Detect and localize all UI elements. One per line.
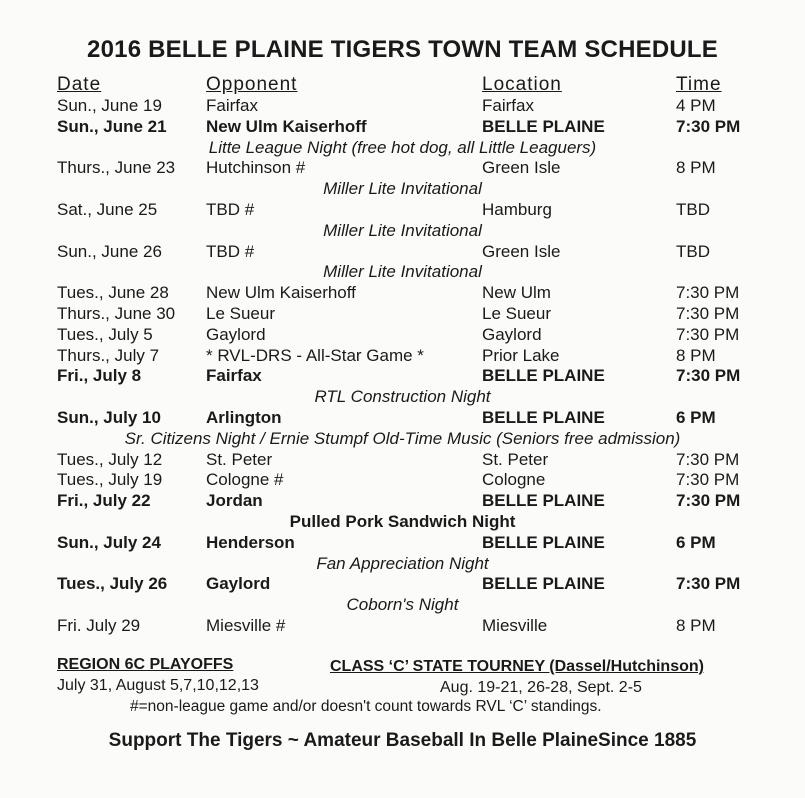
game-row — [0, 304, 805, 325]
game-date: Sun., June 19 — [57, 96, 162, 115]
game-date: Tues., June 28 — [57, 283, 169, 303]
game-time: 7:30 PM — [676, 366, 741, 386]
game-row — [0, 325, 805, 346]
game-date: Fri., July 22 — [57, 491, 151, 511]
game-row — [0, 408, 805, 429]
game-time: 4 PM — [676, 96, 716, 115]
game-location: Le Sueur — [482, 303, 551, 323]
game-date: Thurs., July 7 — [57, 345, 160, 365]
game-location: BELLE PLAINE — [482, 532, 605, 552]
game-location: Green Isle — [482, 158, 561, 178]
event-note: Miller Lite Invitational — [323, 262, 482, 282]
game-row — [0, 158, 805, 179]
game-time: 6 PM — [676, 532, 716, 552]
game-location: Fairfax — [482, 96, 534, 115]
playoffs-heading: REGION 6C PLAYOFFS — [57, 656, 234, 673]
state-tourney-dates: Aug. 19-21, 26-28, Sept. 2-5 — [440, 679, 642, 696]
game-row — [0, 200, 805, 221]
game-date: Tues., July 26 — [57, 574, 168, 594]
game-opponent: St. Peter — [206, 449, 273, 469]
game-row — [0, 450, 805, 471]
game-opponent: Cologne # — [206, 470, 284, 490]
game-opponent: Arlington — [206, 407, 282, 427]
game-date: Fri. July 29 — [57, 615, 141, 635]
column-header-opponent: Opponent — [206, 74, 298, 95]
column-header-date: Date — [57, 74, 102, 95]
game-opponent: Jordan — [206, 491, 263, 511]
game-row — [0, 283, 805, 304]
game-row — [0, 491, 805, 512]
schedule-title: 2016 BELLE PLAINE TIGERS TOWN TEAM SCHEDULE — [87, 36, 718, 63]
event-note: RTL Construction Night — [314, 387, 491, 407]
game-location: BELLE PLAINE — [482, 574, 605, 594]
game-time: 7:30 PM — [676, 449, 740, 469]
game-date: Sun., June 21 — [57, 116, 167, 136]
event-note: Pulled Pork Sandwich Night — [289, 511, 516, 531]
schedule-list — [0, 96, 805, 637]
game-location: St. Peter — [482, 449, 549, 469]
game-time: 7:30 PM — [676, 116, 741, 136]
game-time: 8 PM — [676, 158, 716, 178]
game-row — [0, 117, 805, 138]
game-opponent: Gaylord — [206, 574, 271, 594]
game-opponent: TBD # — [206, 199, 255, 219]
game-date: Sun., June 26 — [57, 241, 162, 261]
playoffs-dates: July 31, August 5,7,10,12,13 — [57, 677, 259, 694]
event-note: Coborn's Night — [346, 595, 459, 615]
game-date: Sun., July 24 — [57, 532, 161, 552]
game-location: Miesville — [482, 615, 548, 635]
game-location: BELLE PLAINE — [482, 491, 605, 511]
game-date: Thurs., June 30 — [57, 303, 176, 323]
game-opponent: New Ulm Kaiserhoff — [206, 283, 356, 303]
game-date: Sun., July 10 — [57, 407, 161, 427]
game-row — [0, 533, 805, 554]
game-row — [0, 366, 805, 387]
game-time: 7:30 PM — [676, 491, 741, 511]
game-opponent: Hutchinson # — [206, 158, 306, 178]
game-opponent: * RVL-DRS - All-Star Game * — [206, 345, 424, 365]
slogan: Support The Tigers ~ Amateur Baseball In Belle PlaineSince 1885 — [108, 730, 697, 751]
game-time: 7:30 PM — [676, 283, 740, 303]
game-opponent: Gaylord — [206, 324, 266, 344]
game-location: New Ulm — [482, 283, 551, 303]
column-header-time: Time — [676, 74, 722, 95]
game-date: Sat., June 25 — [57, 199, 158, 219]
game-opponent: Le Sueur — [206, 303, 275, 323]
game-time: 7:30 PM — [676, 574, 741, 594]
game-row — [0, 346, 805, 367]
game-row — [0, 242, 805, 263]
game-opponent: Fairfax — [206, 96, 258, 115]
column-header-location: Location — [482, 74, 562, 95]
game-row — [0, 96, 805, 117]
game-time: 7:30 PM — [676, 303, 740, 323]
game-date: Tues., July 5 — [57, 324, 153, 344]
game-time: 6 PM — [676, 407, 716, 427]
game-time: TBD — [676, 199, 710, 219]
game-date: Tues., July 19 — [57, 470, 163, 490]
game-row — [0, 574, 805, 595]
game-location: Prior Lake — [482, 345, 560, 365]
game-location: BELLE PLAINE — [482, 407, 605, 427]
game-time: 7:30 PM — [676, 324, 740, 344]
game-time: 7:30 PM — [676, 470, 740, 490]
game-opponent: Fairfax — [206, 366, 262, 386]
game-location: BELLE PLAINE — [482, 366, 605, 386]
game-opponent: TBD # — [206, 241, 255, 261]
game-time: 8 PM — [676, 615, 716, 635]
game-location: Green Isle — [482, 241, 561, 261]
state-tourney-heading: CLASS ‘C’ STATE TOURNEY (Dassel/Hutchinson) — [330, 658, 704, 675]
game-row — [0, 616, 805, 637]
game-row — [0, 470, 805, 491]
game-opponent: New Ulm Kaiserhoff — [206, 116, 367, 136]
game-opponent: Miesville # — [206, 615, 286, 635]
game-location: BELLE PLAINE — [482, 116, 605, 136]
event-note: Sr. Citizens Night / Ernie Stumpf Old-Time Music (Seniors free admission) — [124, 428, 681, 448]
event-note: Miller Lite Invitational — [323, 179, 482, 199]
game-date: Thurs., June 23 — [57, 158, 176, 178]
event-note: Fan Appreciation Night — [316, 553, 489, 573]
event-note: Litte League Night (free hot dog, all Little Leaguers) — [208, 137, 597, 157]
game-location: Gaylord — [482, 324, 542, 344]
game-location: Hamburg — [482, 199, 552, 219]
game-date: Fri., July 8 — [57, 366, 142, 386]
event-note: Miller Lite Invitational — [323, 220, 482, 240]
game-date: Tues., July 12 — [57, 449, 163, 469]
legend-note: #=non-league game and/or doesn't count towards RVL ‘C’ standings. — [130, 698, 602, 715]
game-time: TBD — [676, 241, 710, 261]
game-location: Cologne — [482, 470, 546, 490]
game-time: 8 PM — [676, 345, 716, 365]
game-opponent: Henderson — [206, 532, 295, 552]
